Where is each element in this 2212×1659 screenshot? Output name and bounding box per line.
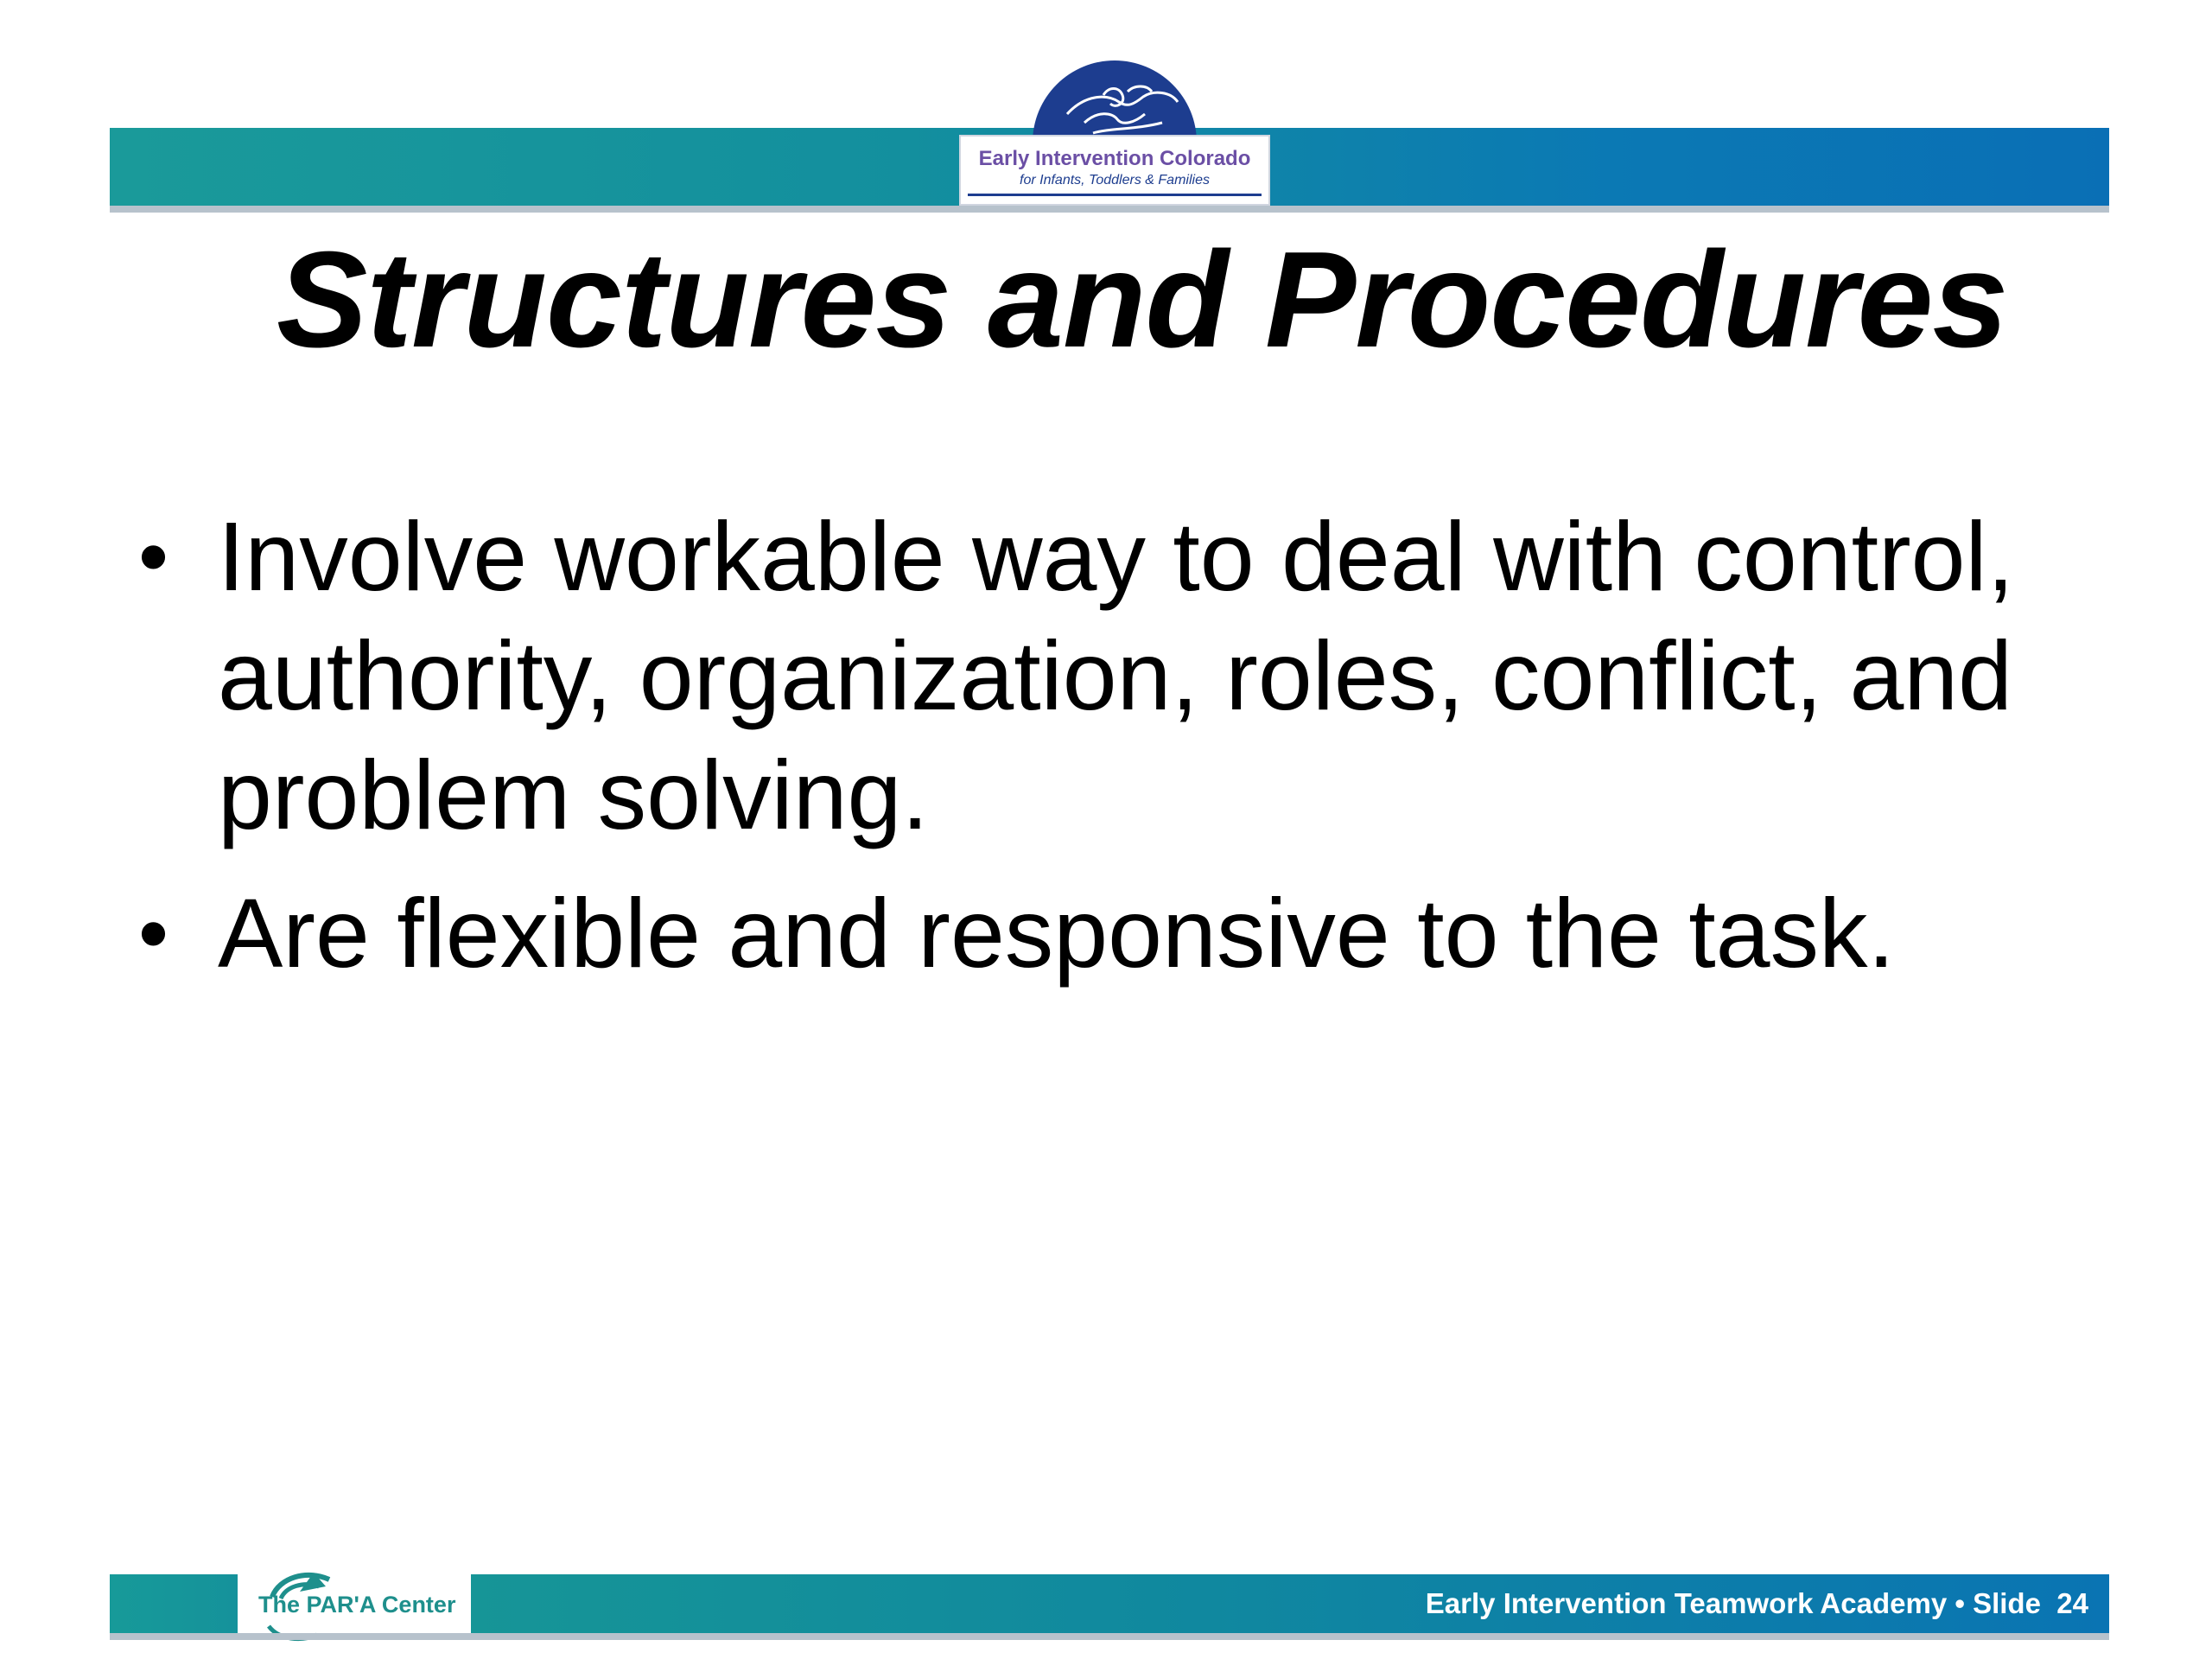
logo-subtitle: for Infants, Toddlers & Families bbox=[1020, 173, 1210, 188]
bullet-list bbox=[130, 497, 2117, 1012]
logo-dome bbox=[1033, 60, 1197, 143]
hands-icon bbox=[1033, 60, 1197, 143]
bullet-icon: • bbox=[138, 508, 169, 605]
footer-academy-label: Early Intervention Teamwork Academy • Slide bbox=[1425, 1587, 2041, 1619]
logo-text-box bbox=[959, 135, 1270, 206]
bullet-icon: • bbox=[138, 885, 169, 982]
early-intervention-colorado-logo bbox=[959, 60, 1270, 206]
footer-band bbox=[471, 1574, 2109, 1633]
para-center-name: The PAR'A Center bbox=[258, 1592, 456, 1618]
slide-number: 24 bbox=[2056, 1587, 2088, 1619]
footer-band-left bbox=[110, 1574, 238, 1633]
logo-rule bbox=[968, 194, 1262, 196]
header-band-shadow bbox=[110, 206, 2109, 213]
para-center-logo bbox=[246, 1547, 471, 1643]
bullet-text: Are flexible and responsive to the task. bbox=[218, 879, 1895, 988]
bullet-text: Involve workable way to deal with control, authority, organization, roles, conflict, and problem solving. bbox=[218, 502, 2014, 849]
footer-caption bbox=[1426, 1574, 2088, 1633]
bullet-item bbox=[130, 874, 2117, 993]
logo-title: Early Intervention Colorado bbox=[978, 147, 1251, 170]
slide-title: Structures and Procedures bbox=[276, 224, 2008, 376]
footer-band-shadow bbox=[110, 1633, 2109, 1640]
bullet-item bbox=[130, 497, 2117, 855]
